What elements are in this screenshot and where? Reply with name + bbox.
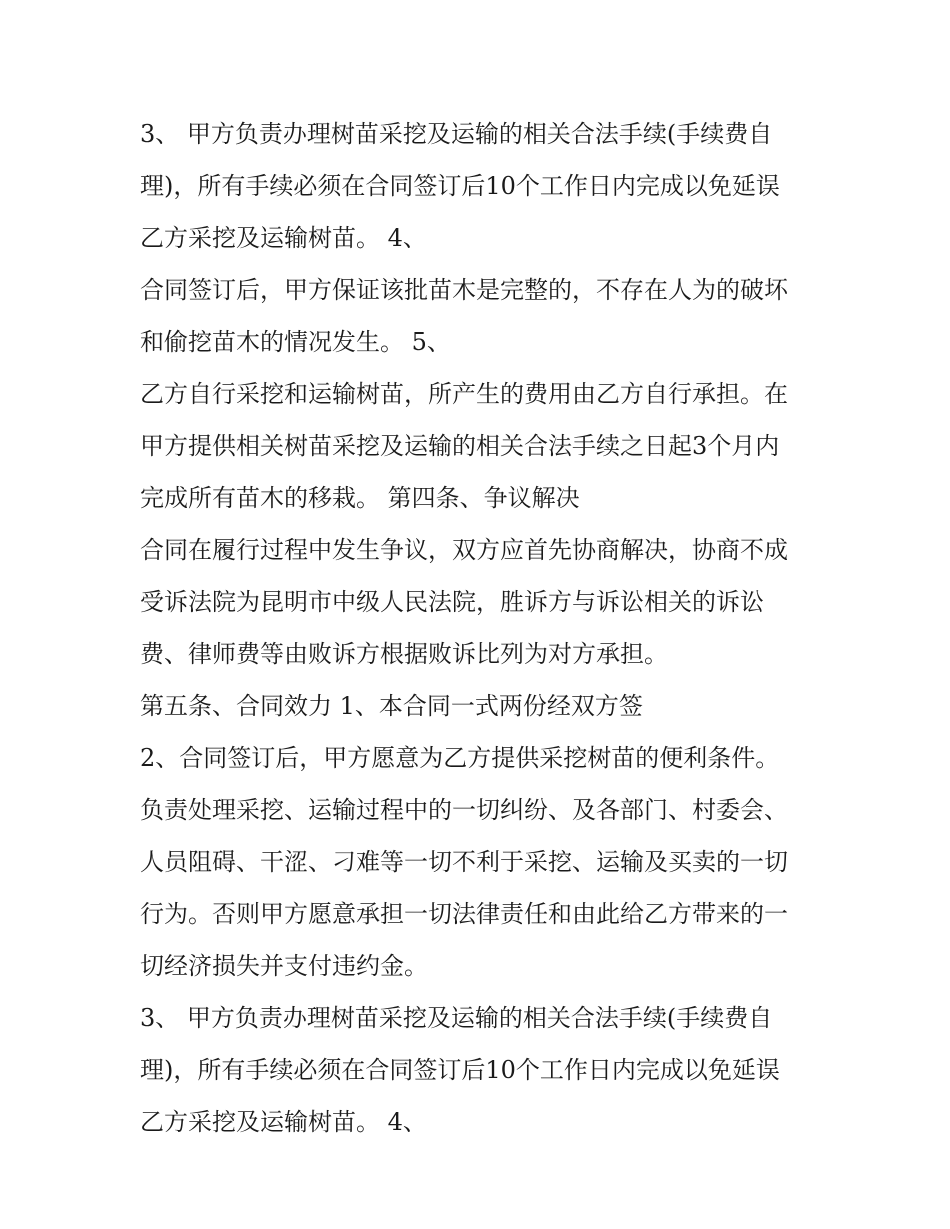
text-line: 3、 甲方负责办理树苗采挖及运输的相关合法手续(手续费自 xyxy=(140,1004,773,1032)
text-line: 2、合同签订后，甲方愿意为乙方提供采挖树苗的便利条件。 xyxy=(140,744,780,772)
text-line: 和偷挖苗木的情况发生。 5、 xyxy=(140,328,451,356)
text-line: 负责处理采挖、运输过程中的一切纠纷、及各部门、村委会、 xyxy=(140,796,788,824)
text-line: 第五条、合同效力 1、本合同一式两份经双方签 xyxy=(140,692,643,720)
text-line: 乙方采挖及运输树苗。 4、 xyxy=(140,224,427,252)
text-line: 理)，所有手续必须在合同签订后10个工作日内完成以免延误 xyxy=(140,1056,780,1084)
text-line: 乙方自行采挖和运输树苗，所产生的费用由乙方自行承担。在 xyxy=(140,380,788,408)
text-line: 合同签订后，甲方保证该批苗木是完整的，不存在人为的破坏 xyxy=(140,276,788,304)
text-line: 完成所有苗木的移栽。 第四条、争议解决 xyxy=(140,484,580,512)
text-line: 费、律师费等由败诉方根据败诉比列为对方承担。 xyxy=(140,640,668,668)
text-line: 切经济损失并支付违约金。 xyxy=(140,952,428,980)
text-line: 3、 甲方负责办理树苗采挖及运输的相关合法手续(手续费自 xyxy=(140,120,773,148)
text-line: 合同在履行过程中发生争议，双方应首先协商解决，协商不成 xyxy=(140,536,788,564)
text-line: 人员阻碍、干涩、刁难等一切不利于采挖、运输及买卖的一切 xyxy=(140,848,788,876)
text-line: 甲方提供相关树苗采挖及运输的相关合法手续之日起3个月内 xyxy=(140,432,780,460)
text-line: 行为。否则甲方愿意承担一切法律责任和由此给乙方带来的一 xyxy=(140,900,788,928)
text-line: 理)，所有手续必须在合同签订后10个工作日内完成以免延误 xyxy=(140,172,780,200)
contract-text-block xyxy=(140,108,830,1148)
text-line: 受诉法院为昆明市中级人民法院，胜诉方与诉讼相关的诉讼 xyxy=(140,588,764,616)
text-line: 乙方采挖及运输树苗。 4、 xyxy=(140,1108,427,1136)
